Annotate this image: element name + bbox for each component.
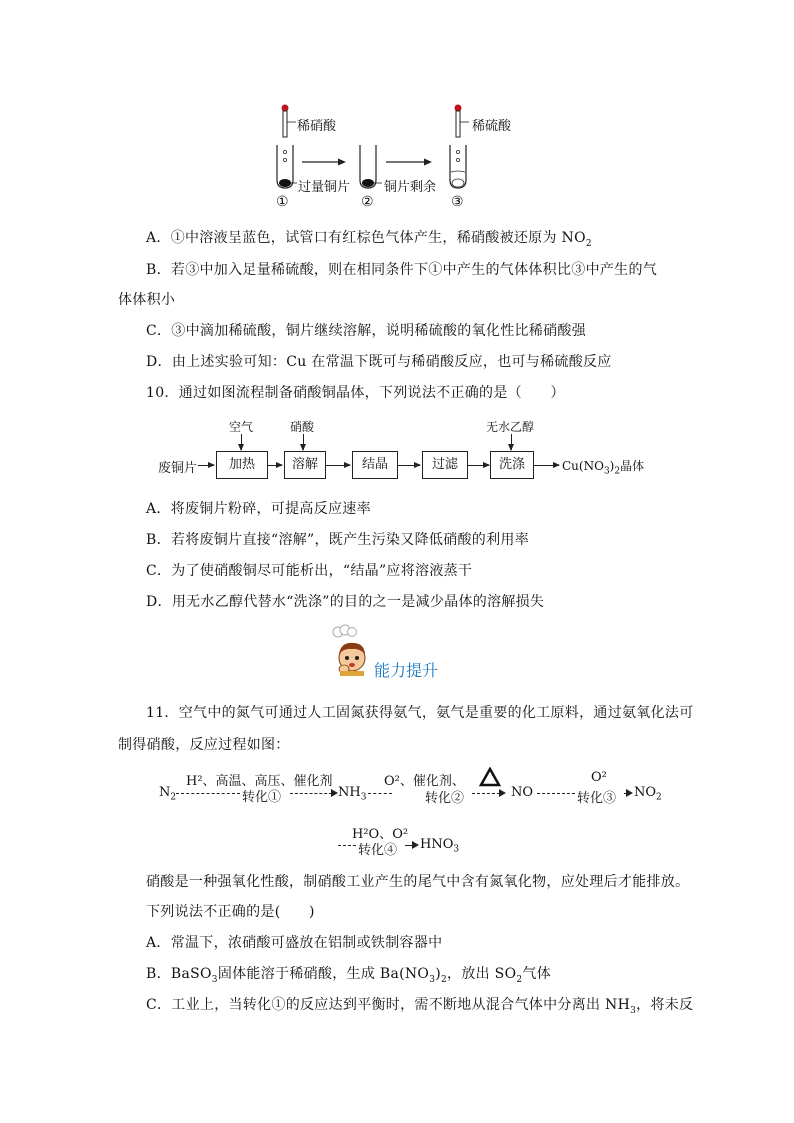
flow-step-wash: 洗涤	[490, 451, 534, 479]
tube-label-3: ③	[451, 194, 464, 210]
q9-option-b-line2: 体体积小	[118, 292, 176, 308]
q11-option-b: B．BaSO$_3$固体能溶于稀硝酸，生成 $Ba(NO_3)_2$，放出 $SO_2$气体	[146, 966, 551, 985]
q10-option-b: B．若将废铜片直接“溶解”，既产生污染又降低硝酸的利用率	[146, 532, 530, 548]
flow-input-nitric-acid: 硝酸	[290, 420, 315, 434]
flow-arrow-down	[241, 434, 242, 450]
flow-step-crystallize: 结晶	[352, 451, 398, 479]
rxn-arrow-4-left	[338, 845, 356, 847]
flow-step-dissolve: 溶解	[284, 451, 326, 479]
tube-label-1: ①	[276, 194, 289, 210]
rxn-arrowhead	[331, 789, 338, 797]
flow-step-filter: 过滤	[422, 451, 468, 479]
q9-option-b-line1: B．若③中加入足量稀硫酸，则在相同条件下①中产生的气体体积比③中产生的气	[146, 262, 658, 278]
rxn-step-3: 转化③	[577, 791, 617, 806]
rxn-step-4: 转化④	[358, 843, 398, 858]
q9-option-c: C．③中滴加稀硫酸，铜片继续溶解，说明稀硫酸的氧化性比稀硝酸强	[146, 323, 587, 339]
heat-triangle-icon	[479, 767, 501, 787]
rxn-nh3: $NH_3$	[338, 785, 367, 803]
rxn-arrow-1-right	[290, 793, 332, 795]
rxn-no2: $NO_2$	[634, 785, 662, 803]
flow-product: $Cu(NO_3)_2$晶体	[562, 459, 645, 477]
rxn-arrowhead	[626, 789, 633, 797]
flow-step-heating: 加热	[216, 451, 268, 479]
rxn-step-1: 转化①	[242, 790, 282, 805]
rxn-condition-3: O²	[591, 770, 607, 785]
section-title: 能力提升	[374, 661, 439, 680]
flow-arrow	[533, 465, 559, 466]
rxn-condition-2: O²、催化剂、	[384, 774, 465, 789]
flow-start-label: 废铜片	[158, 461, 198, 476]
q10-option-c: C．为了使硝酸铜尽可能析出，“结晶”应将溶液蒸干	[146, 563, 473, 579]
q11-stem-line1: 11．空气中的氮气可通过人工固氮获得氨气，氨气是重要的化工原料，通过氨氧化法可	[146, 705, 694, 721]
rxn-n2: $N_2$	[159, 785, 177, 803]
flow-arrow	[325, 465, 350, 466]
label-copper-remaining: 铜片剩余	[384, 180, 437, 195]
flow-arrow	[267, 465, 282, 466]
flow-arrow-down	[303, 434, 304, 450]
flow-input-ethanol: 无水乙醇	[486, 420, 535, 434]
q11-paragraph-2: 下列说法不正确的是( )	[146, 904, 315, 920]
rxn-no: NO	[511, 785, 534, 800]
q9-option-a: A．①中溶液呈蓝色，试管口有红棕色气体产生，稀硝酸被还原为 $NO_2$	[146, 230, 592, 249]
q11-option-c: C．工业上，当转化①的反应达到平衡时，需不断地从混合气体中分离出 $NH_3$，将未反	[146, 997, 694, 1016]
label-dilute-nitric: 稀硝酸	[297, 119, 337, 134]
rxn-arrow-2-left	[368, 793, 392, 795]
rxn-arrow-3-left	[537, 793, 575, 795]
rxn-condition-4: H²O、O²	[352, 827, 409, 842]
label-dilute-sulfuric: 稀硫酸	[472, 119, 512, 134]
q10-option-a: A．将废铜片粉碎，可提高反应速率	[146, 501, 371, 517]
flow-input-air: 空气	[229, 420, 254, 434]
rxn-arrowhead	[499, 789, 506, 797]
flow-arrow	[397, 465, 420, 466]
heat-symbol-text	[500, 770, 501, 771]
rxn-arrowhead	[412, 841, 419, 849]
q9-option-d: D．由上述实验可知：Cu 在常温下既可与稀硝酸反应，也可与稀硫酸反应	[146, 354, 612, 370]
q10-stem: 10．通过如图流程制备硝酸铜晶体，下列说法不正确的是（ ）	[146, 385, 565, 401]
label-excess-copper: 过量铜片	[298, 180, 351, 195]
flow-arrow	[198, 465, 214, 466]
flow-arrow	[467, 465, 489, 466]
thinking-boy-icon	[326, 624, 376, 676]
rxn-condition-1: H²、高温、高压、催化剂	[186, 774, 333, 789]
tube-label-2: ②	[361, 194, 374, 210]
q11-stem-line2: 制得硝酸，反应过程如图：	[118, 737, 290, 753]
flow-arrow-down	[511, 434, 512, 450]
q11-paragraph-1: 硝酸是一种强氧化性酸，制硝酸工业产生的尾气中含有氮氧化物，应处理后才能排放。	[146, 874, 690, 890]
rxn-hno3: $HNO_3$	[420, 837, 460, 855]
rxn-arrow-1-left	[176, 793, 240, 795]
rxn-arrow-2-right	[472, 793, 500, 795]
rxn-step-2: 转化②	[425, 791, 465, 806]
q10-option-d: D．用无水乙醇代替水“洗涤”的目的之一是减少晶体的溶解损失	[146, 594, 545, 610]
q11-option-a: A．常温下，浓硝酸可盛放在铝制或铁制容器中	[146, 935, 443, 951]
